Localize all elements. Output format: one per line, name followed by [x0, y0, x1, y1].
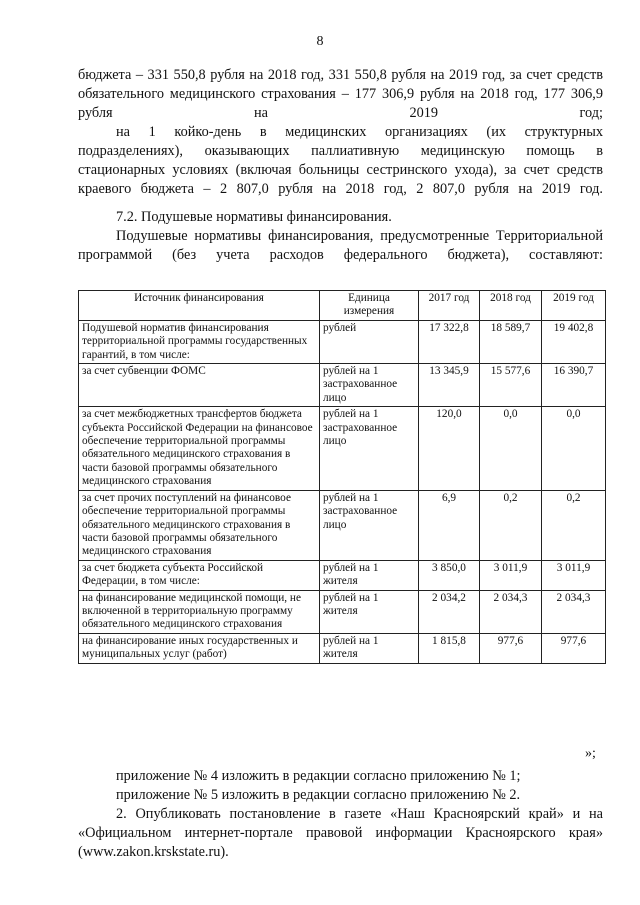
- cell-2019: 2 034,3: [542, 590, 606, 633]
- table-row: [79, 364, 606, 407]
- header-2018: 2018 год: [480, 291, 542, 321]
- cell-unit: рублей: [320, 320, 419, 363]
- cell-2019: 3 011,9: [542, 560, 606, 590]
- paragraph-appendix-5: приложение № 5 изложить в редакции согласно приложению № 2.: [116, 787, 521, 803]
- header-source: Источник финансирования: [79, 291, 320, 321]
- cell-2019: 0,0: [542, 407, 606, 490]
- cell-2018: 18 589,7: [480, 320, 542, 363]
- cell-unit: рублей на 1 жителя: [320, 560, 419, 590]
- table-header-row: [79, 291, 606, 321]
- cell-unit: рублей на 1 жителя: [320, 633, 419, 663]
- page-number: 8: [316, 34, 324, 49]
- table-row: [79, 633, 606, 663]
- cell-2019: 977,6: [542, 633, 606, 663]
- paragraph-budget-continued: бюджета – 331 550,8 рубля на 2018 год, 331 550,8 рубля на 2019 год, за счет средств обязательного медицинского страхования – 177 306,9 рубля на 2018 год, 177 306,9 рубля на 2019 год;: [78, 67, 603, 121]
- cell-source: на финансирование иных государственных и муниципальных услуг (работ): [79, 633, 320, 663]
- header-unit: Единица измерения: [320, 291, 419, 321]
- cell-2017: 120,0: [419, 407, 480, 490]
- paragraph-per-capita-intro: Подушевые нормативы финансирования, предусмотренные Территориальной программой (без учета расходов федерального бюджета), составляют:: [78, 228, 603, 263]
- cell-2018: 3 011,9: [480, 560, 542, 590]
- header-2019: 2019 год: [542, 291, 606, 321]
- section-heading-7-2: 7.2. Подушевые нормативы финансирования.: [116, 209, 392, 225]
- cell-source: на финансирование медицинской помощи, не включенной в территориальную программу обязательного медицинского страхования: [79, 590, 320, 633]
- cell-unit: рублей на 1 застрахованное лицо: [320, 407, 419, 490]
- table-row: [79, 407, 606, 490]
- cell-2017: 6,9: [419, 490, 480, 560]
- table-row: [79, 490, 606, 560]
- cell-2018: 2 034,3: [480, 590, 542, 633]
- cell-2017: 2 034,2: [419, 590, 480, 633]
- cell-2018: 0,2: [480, 490, 542, 560]
- paragraph-publish: 2. Опубликовать постановление в газете «Наш Красноярский край» и на «Официальном интернет-портале правовой информации Красноярского края» (www.zakon.krskstate.ru).: [78, 806, 603, 860]
- table-row: [79, 590, 606, 633]
- cell-source: за счет межбюджетных трансфертов бюджета субъекта Российской Федерации на финансовое обеспечение территориальной программы обязательного медицинского страхования в части базовой программы обязательного медицинского страхования: [79, 407, 320, 490]
- table-row: [79, 320, 606, 363]
- paragraph-palliative-bed-day: на 1 койко-день в медицинских организациях (их структурных подразделениях), оказывающих паллиативную медицинскую помощь в стационарных условиях (включая больницы сестринского ухода), за счет средств краевого бюджета – 2 807,0 рубля на 2018 год, 2 807,0 рубля на 2019 год.: [78, 124, 603, 197]
- cell-2017: 3 850,0: [419, 560, 480, 590]
- cell-2018: 0,0: [480, 407, 542, 490]
- cell-2018: 977,6: [480, 633, 542, 663]
- closing-quote-mark: »;: [585, 746, 596, 761]
- cell-source: за счет прочих поступлений на финансовое обеспечение территориальной программы обязательного медицинского страхования в части базовой программы обязательного медицинского страхования: [79, 490, 320, 560]
- cell-2019: 16 390,7: [542, 364, 606, 407]
- cell-2018: 15 577,6: [480, 364, 542, 407]
- cell-unit: рублей на 1 жителя: [320, 590, 419, 633]
- cell-unit: рублей на 1 застрахованное лицо: [320, 490, 419, 560]
- table-row: [79, 560, 606, 590]
- financing-table: [78, 290, 606, 664]
- cell-source: Подушевой норматив финансирования территориальной программы государственных гарантий, в том числе:: [79, 320, 320, 363]
- cell-unit: рублей на 1 застрахованное лицо: [320, 364, 419, 407]
- header-2017: 2017 год: [419, 291, 480, 321]
- cell-2017: 1 815,8: [419, 633, 480, 663]
- cell-source: за счет бюджета субъекта Российской Федерации, в том числе:: [79, 560, 320, 590]
- paragraph-appendix-4: приложение № 4 изложить в редакции согласно приложению № 1;: [116, 768, 521, 784]
- cell-2019: 0,2: [542, 490, 606, 560]
- cell-source: за счет субвенции ФОМС: [79, 364, 320, 407]
- cell-2019: 19 402,8: [542, 320, 606, 363]
- cell-2017: 13 345,9: [419, 364, 480, 407]
- cell-2017: 17 322,8: [419, 320, 480, 363]
